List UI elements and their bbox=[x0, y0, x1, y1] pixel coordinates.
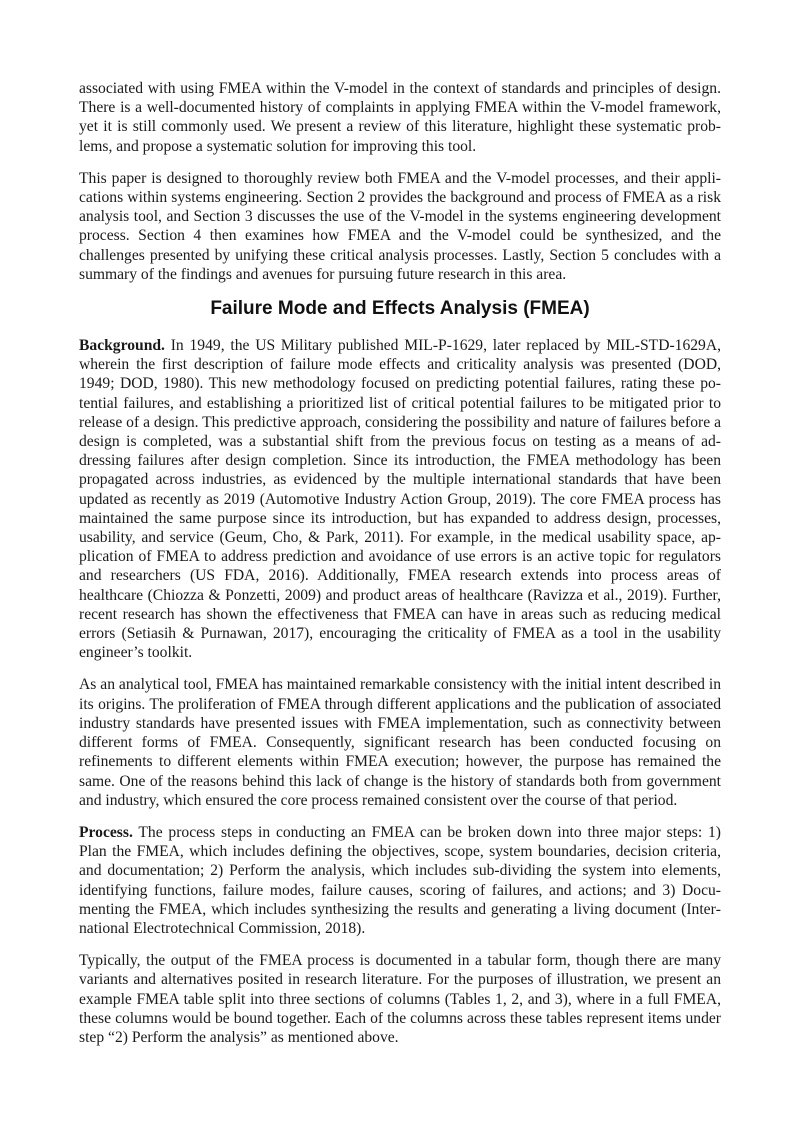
section-heading: Failure Mode and Effects Analysis (FMEA) bbox=[210, 298, 590, 320]
analytical-tool-paragraph: As an analytical tool, FMEA has maintained remarkable consistency with the initial intent described in its origins. The proliferation of FMEA through different applications and the publication of associated industry standards have presented issues with FMEA implementation, such as connectivity between different forms of FMEA. Consequently, significant research has been conducted focusing on refinements to different elements within FMEA execution; however, the purpose has remained the same. One of the reasons behind this lack of change is the history of standards both from government and industry, which ensured the core process remained consistent over the course of that period. bbox=[79, 676, 721, 809]
process-paragraph bbox=[79, 823, 721, 938]
paper-page bbox=[79, 79, 721, 1060]
background-paragraph bbox=[79, 336, 721, 662]
tabular-output-paragraph: Typically, the output of the FMEA process is documented in a tabular form, though there are many variants and alternatives posited in research literature. For the purposes of illustration, we present an example FMEA table split into three sections of columns (Tables 1, 2, and 3), where in a full FMEA, these columns would be bound together. Each of the columns across these tables represent items under step “2) Perform the analysis” as mentioned above. bbox=[79, 952, 721, 1046]
background-label: Background. bbox=[79, 337, 165, 355]
process-label: Process. bbox=[79, 823, 133, 841]
process-text: The process steps in conducting an FMEA can be broken down into three major steps: 1) Plan the FMEA, which includes defining the objectives, scope, system boundaries, decision criteria, and documentation; 2) Perform the analysis, which includes sub-dividing the system into elements, identifying functions, failure modes, failure causes, scoring of failures, and actions; and 3) Documenting the FMEA, which includes synthesizing the results and generating a living document (International Electrotechnical Commission, 2018). bbox=[79, 823, 721, 937]
intro-paragraph-2: This paper is designed to thoroughly review both FMEA and the V-model processes, and their applications within systems engineering. Section 2 provides the background and process of FMEA as a risk analysis tool, and Section 3 discusses the use of the V-model in the systems engineering development process. Section 4 then examines how FMEA and the V-model could be synthesized, and the challenges presented by unifying these critical analysis processes. Lastly, Section 5 concludes with a summary of the findings and avenues for pursuing future research in this area. bbox=[79, 169, 721, 283]
intro-paragraph-1: associated with using FMEA within the V-model in the context of standards and principles of design. There is a well-documented history of complaints in applying FMEA within the V-model framework, yet it is still commonly used. We present a review of this literature, highlight these systematic problems, and propose a systematic solution for improving this tool. bbox=[79, 80, 721, 155]
background-text: In 1949, the US Military published MIL-P-1629, later replaced by MIL-STD-1629A, wherein the first description of failure mode effects and criticality analysis was presented (DOD, 1949; DOD, 1980). This new methodology focused on predicting potential failures, rating these potential failures, and establishing a prioritized list of critical potential failures to be mitigated prior to release of a design. This predictive approach, considering the possibility and nature of failures before a design is completed, was a substantial shift from the previous focus on testing as a means of addressing failures after design completion. Since its introduction, the FMEA methodology has been propagated across industries, as evidenced by the multiple international standards that have been updated as recently as 2019 (Automotive Industry Action Group, 2019). The core FMEA process has maintained the same purpose since its introduction, but has expanded to address design, processes, usability, and service (Geum, Cho, & Park, 2011). For example, in the medical usability space, application of FMEA to address prediction and avoidance of use errors is an active topic for regulators and researchers (US FDA, 2016). Additionally, FMEA research extends into process areas of healthcare (Chiozza & Ponzetti, 2009) and product areas of healthcare (Ravizza et al., 2019). Further, recent research has shown the effectiveness that FMEA can have in areas such as reducing medical errors (Setiasih & Purnawan, 2017), encouraging the criticality of FMEA as a tool in the usability engineer’s toolkit. bbox=[79, 337, 721, 662]
